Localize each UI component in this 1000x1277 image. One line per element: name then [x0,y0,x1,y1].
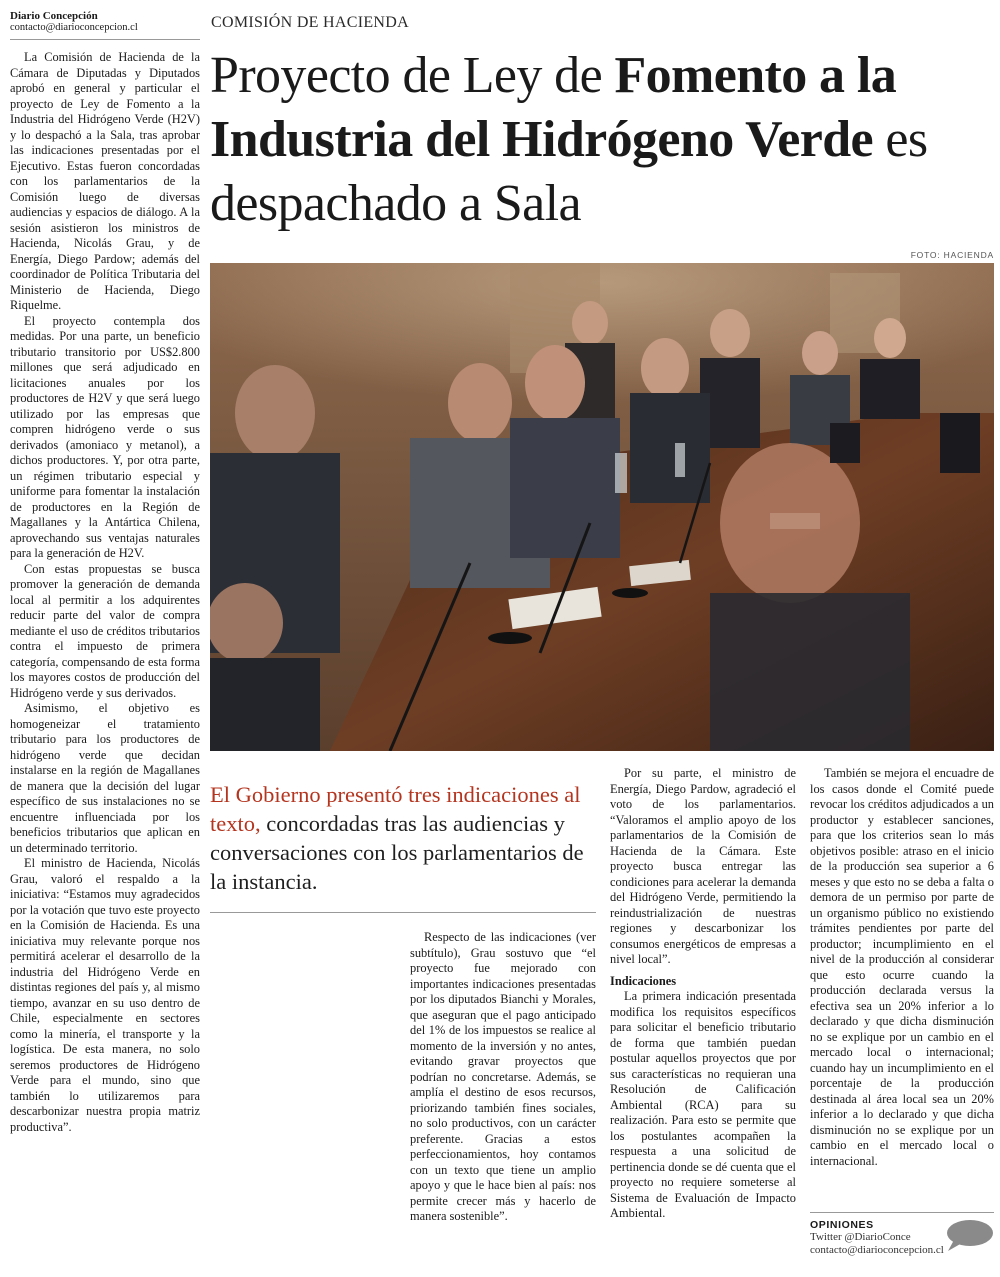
headline-part-2: es despachado a Sala [210,111,928,232]
opinions-divider [810,1212,994,1213]
pull-quote-highlight: El Gobierno presentó tres indicaciones al texto, [210,782,581,836]
headline-part-1: Proyecto de Ley de [210,47,615,104]
headline-bold: Fomento a la Industria del Hidrógeno Verde [210,47,897,168]
body-column-left [10,50,200,1135]
pull-quote-rest: concordadas tras las audiencias y conversaciones con los parlamentarios de la instancia. [210,811,584,894]
byline-email[interactable]: contacto@diarioconcepcion.cl [10,22,138,33]
subheading-indicaciones: Indicaciones [610,973,677,988]
body-paragraph: El proyecto contempla dos medidas. Por una parte, un beneficio tributario transitorio por US$2.800 millones que será adjudicado en licitaciones anuales por los productores de H2V y que será luego utilizado por las empresas que compren hidrógeno verde o sus derivados (amoniaco y metanol), a dichos productores. Y, por otra parte, un régimen tributario especial y uniforme para fomentar la instalación de productores en la Región de Magallanes y la Antártica Chilena, aprovechando sus ventajas naturales para la generación de H2V. [10,313,200,560]
opinions-label: OPINIONES [810,1219,874,1231]
body-paragraph: La primera indicación presentada modifica los requisitos específicos para solicitar el beneficio tributario de forma que también puedan postular aquellos proyectos que por sus características no requieran una Resolución de Calificación Ambiental (RCA) para su realización. Para esto se permite que los postulantes acompañen la respuesta a una solicitud de pertinencia donde se dé cuenta que el proyecto no requiere someterse al Sistema de Evaluación de Impacto Ambiental. [610,989,796,1220]
body-column-4 [810,766,994,1169]
byline [10,10,200,34]
photo-credit: FOTO: HACIENDA [910,250,994,260]
pull-quote [210,780,595,896]
pull-quote-divider [210,912,596,913]
body-paragraph: La Comisión de Hacienda de la Cámara de Diputadas y Diputados aprobó en general y particular el proyecto de Ley de Fomento a la Industria del Hidrógeno Verde (H2V) y lo despachó a la Sala, tras aprobar las indicaciones presentadas por el Ejecutivo. Estas fueron concordadas con los parlamentarios de la Comisión luego de diversas audiencias y espacios de diálogo. A la sesión asistieron los ministros de Hacienda, Nicolás Grau, y de Energía, Diego Pardow; además del coordinador de Política Tributaria del Ministerio de Hacienda, Diego Riquelme. [10,50,200,312]
body-paragraph: También se mejora el encuadre de los casos donde el Comité puede revocar los créditos adjudicados a un productor y establecer sanciones, para que los criterios sean lo más objetivos posible: atraso en el inicio de la producción sea superior a 6 meses y que esto no se deba a falta o demora de un permiso por parte de un organismo público no existiendo trámites pendientes por parte del productor; incumplimiento en el nivel de la producción al considerar que esto ocurre cuando la producción declarada versus la efectiva sea un 20% inferior a lo declarado y que dicha disminución no se explique por un cambio en el mercado local o internacional; cuando hay un incumplimiento en el porcentaje de la producción destinada al área local sea un 20% inferior a lo declarado y que dicha disminución no se explique por un cambio en el mercado local o internacional. [810,766,994,1168]
byline-divider [10,39,200,40]
body-paragraph: Respecto de las indicaciones (ver subtítulo), Grau sostuvo que “el proyecto fue mejorado con importantes indicaciones presentadas por los diputados Bianchi y Morales, que aseguran que el pago anticipado del 1% de los impuestos se realice al momento de la inversión y no antes, evitando gravar proyectos que podrían no concretarse. Además, se amplía el destino de esos recursos, priorizando también fines sociales, no solo productivos, con un carácter preferente. Gracias a estos perfeccionamientos, hoy contamos con un texto que tiene un amplio apoyo y que le hace bien al país: nos permite crecer más y hacerlo de manera sostenible”. [410,930,596,1223]
opinions-twitter[interactable]: Twitter @DiarioConce [810,1231,911,1243]
body-paragraph: El ministro de Hacienda, Nicolás Grau, valoró el respaldo a la iniciativa: “Estamos muy agradecidos por la votación que tuvo este proyecto en la Comisión de Hacienda. Es una iniciativa muy relevante porque nos permitirá acelerar el desarrollo de la industria del Hidrógeno Verde en distintas regiones del país y, al mismo tiempo, avanzar en su uso dentro de Chile, especialmente en sectores como la minería, el transporte y la logística. De esta manera, no solo seremos productores de Hidrógeno Verde para el mundo, sino que también lo utilizaremos para descarbonizar nuestra propia matriz productiva”. [10,856,200,1134]
body-paragraph: Por su parte, el ministro de Energía, Diego Pardow, agradeció el voto de los parlamentarios. “Valoramos el amplio apoyo de los parlamentarios de la Comisión de Hacienda de la Cámara. Este proyecto busca entregar las condiciones para acelerar la demanda del Hidrógeno Verde, permitiendo la reindustrialización de nuestras regiones y descarbonizar los consumos energéticos de empresas a nivel local”. [610,766,796,966]
headline [210,44,995,236]
body-paragraph: Con estas propuestas se busca promover la generación de demanda local al permitir a los adquirentes reducir parte del valor de compra mediante el uso de créditos tributarios contra el impuesto de primera categoría, compensando de esta forma los mayores costos de producción del Hidrógeno verde y sus derivados. [10,561,200,700]
byline-author: Diario Concepción [10,10,98,22]
body-paragraph: Asimismo, el objetivo es homogeneizar el tratamiento tributario para los productores de hidrógeno verde que decidan instalarse en la región de Magallanes de manera que la decisión del lugar específico de sus instalaciones no se encuentre influenciada por los beneficios tributarios que aplican en un determinado territorio. [10,701,200,855]
opinions-email[interactable]: contacto@diarioconcepcion.cl [810,1244,944,1256]
speech-bubble-icon [944,1218,994,1252]
body-column-3 [610,766,796,1222]
section-label: COMISIÓN DE HACIENDA [211,14,409,31]
meeting-photo [210,263,994,751]
body-column-middle [410,930,596,1225]
